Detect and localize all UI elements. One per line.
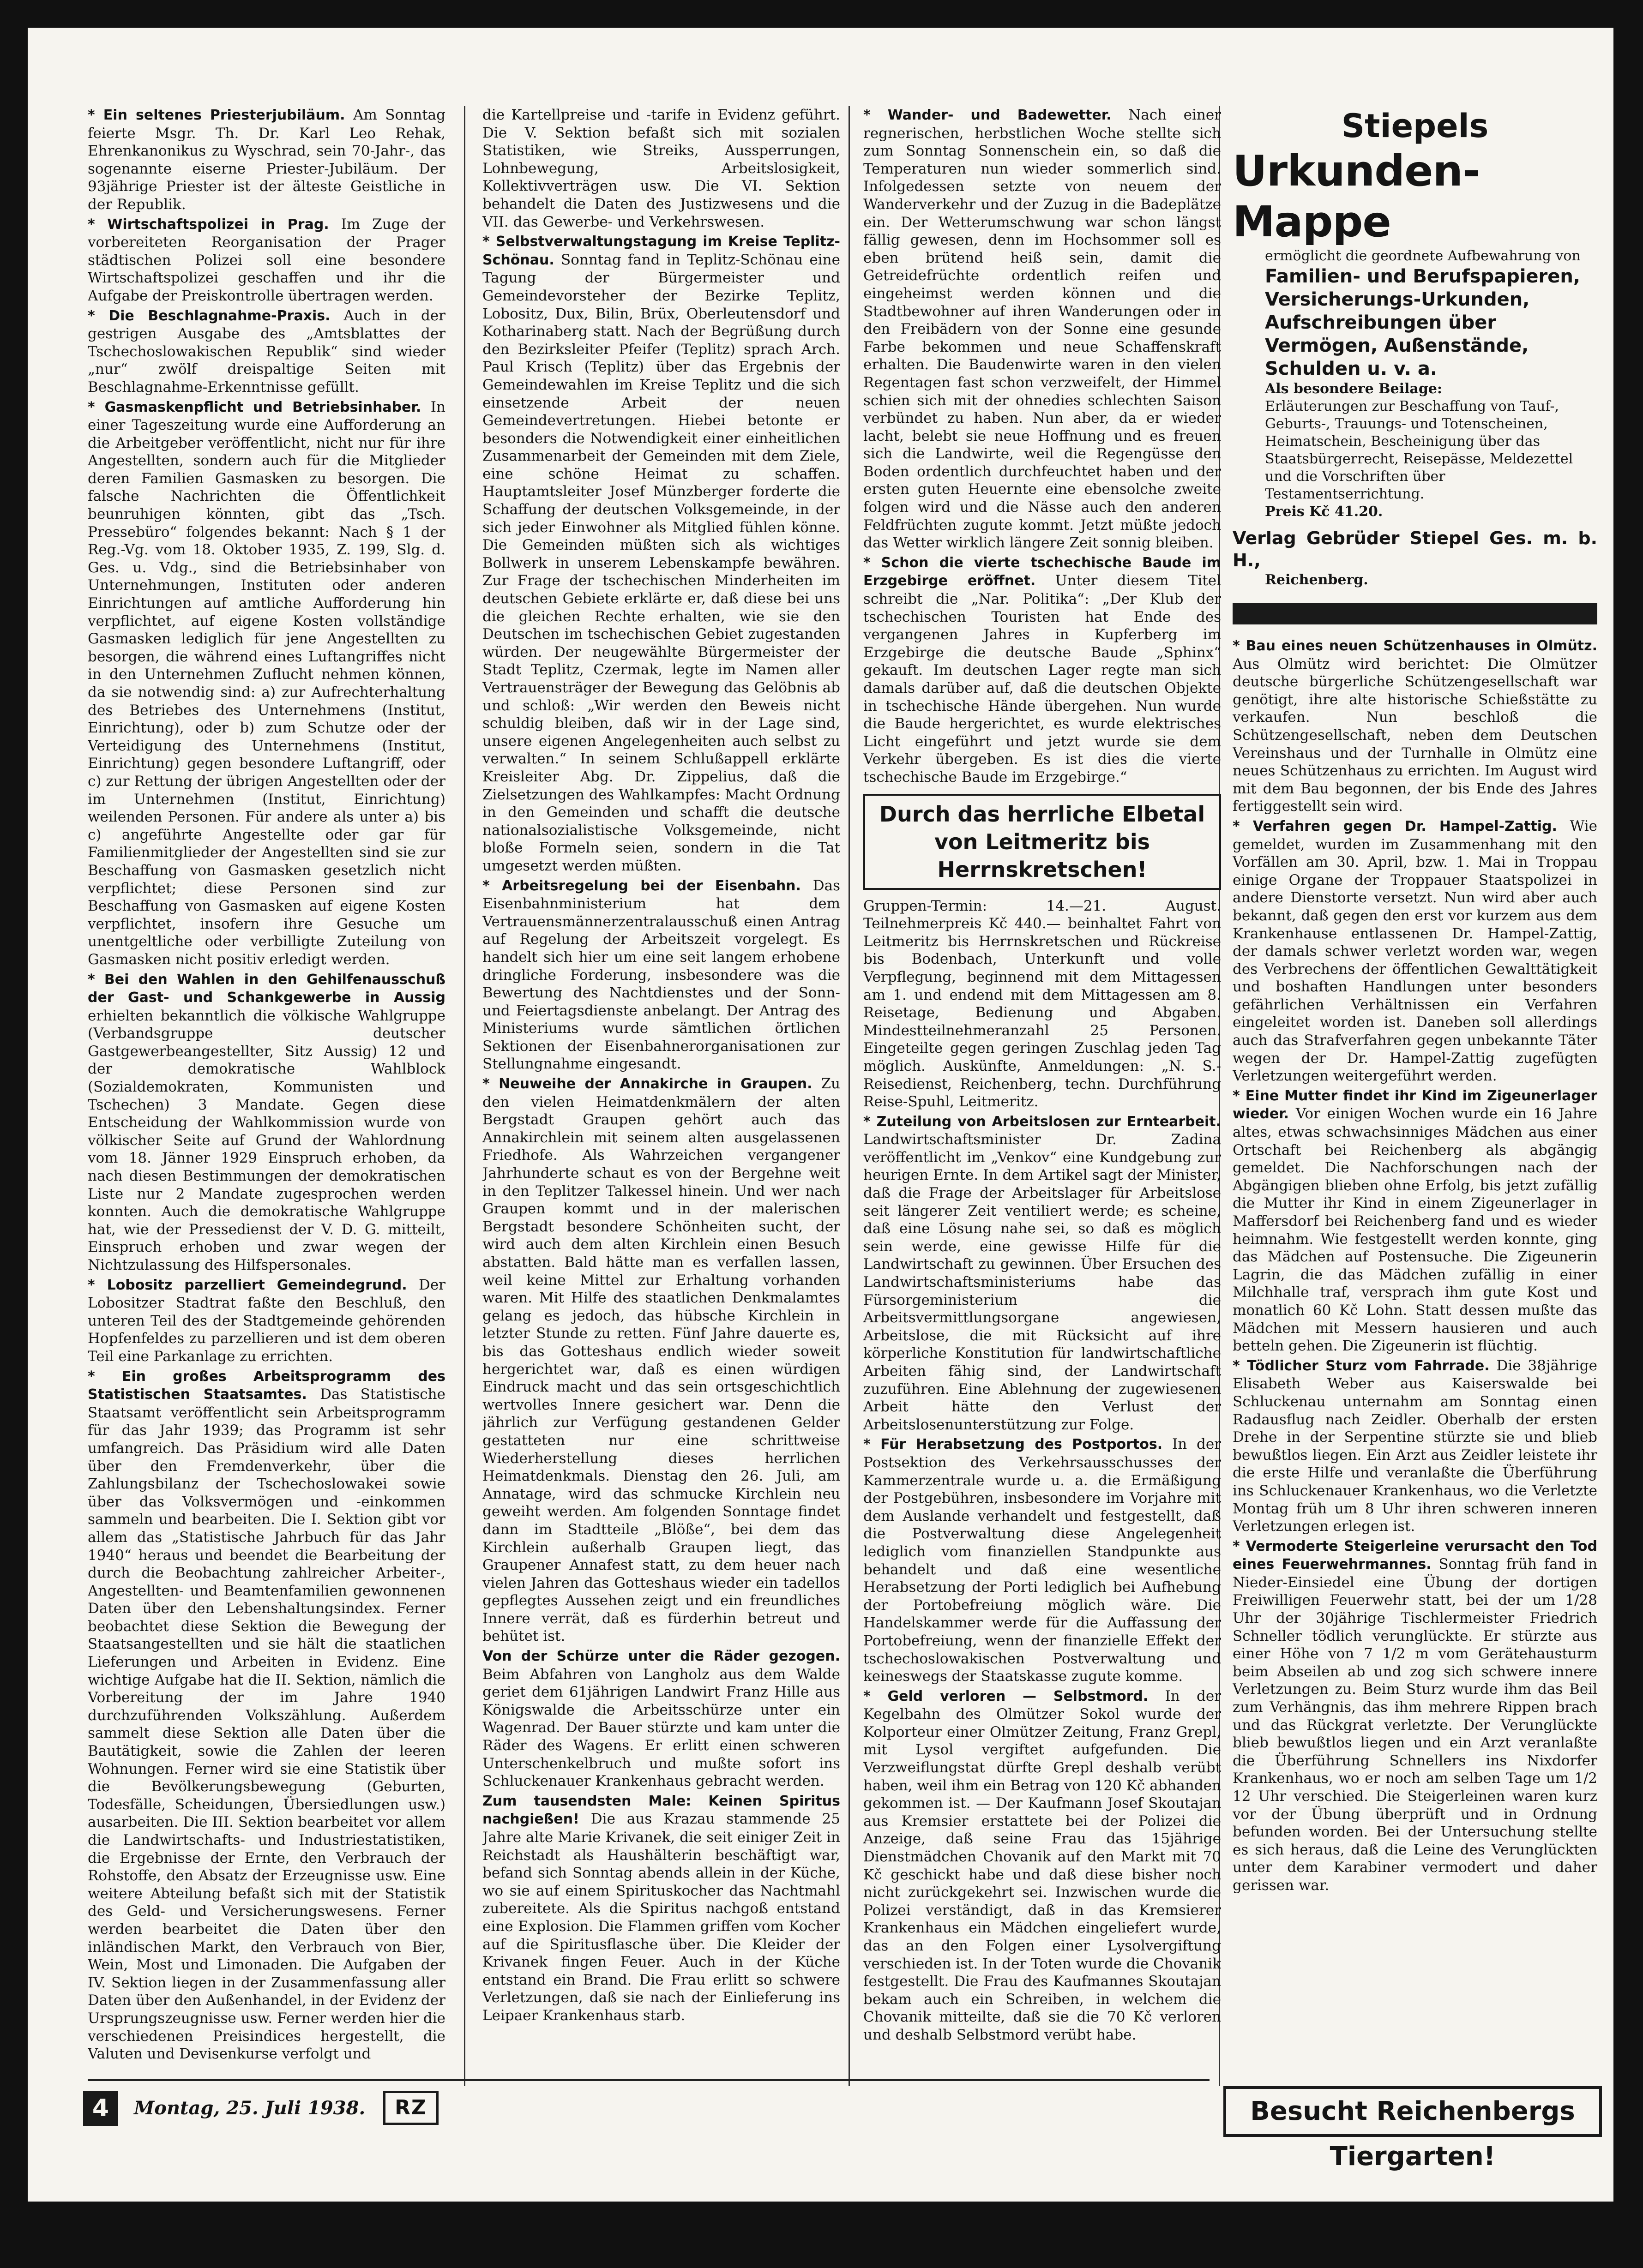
news-item [482, 1792, 840, 2025]
ad-items: Familien- und Berufspapieren, Versicherungs-Urkunden, Aufschreibungen über Vermögen, Außenstände, Schulden u. v. a. [1265, 266, 1581, 379]
column-1 [88, 106, 445, 2082]
news-item-text: Zu den vielen Heimatdenkmälern der alten Bergstadt Graupen gehört auch das Annakirchlein mit seinem alten ausgelassenen Friedhofe. Als Wahrzeichen vergangener Jahrhunderte schaut es von der Bergehne weit in den Teplitzer Talkessel hinein. Und wer nach Graupen kommt und in der malerischen Bergstadt besondere Schönheiten sucht, der wird auch dem alten Kirchlein einen Besuch abstatten. Bald hätte man es verfallen lassen, weil keine Mittel zur Erhaltung vorhanden waren. Mit Hilfe des staatlichen Denkmalamtes gelang es jedoch, das hübsche Kirchlein in letzter Stunde zu retten. Fünf Jahre dauerte es, bis das Gotteshaus endlich wieder soweit hergerichtet war, daß es einen würdigen Eindruck macht und das sein ortsgeschichtlich wertvolles Innere gesichert war. Denn die jährlich zur Verfügung gestandenen Gelder gestatteten nur eine schrittweise Wiederherstellung dieses herrlichen Heimatdenkmals. Dienstag den 26. Juli, am Annatage, wird das schmucke Kirchlein neu geweiht werden. Am folgenden Sonntage findet dann im Stadtteile „Blöße“, bei dem das Kirchlein außerhalb Graupen liegt, das Graupener Annafest statt, zu dem heuer nach vielen Jahren das Gotteshaus wieder ein tadellos gepflegtes Aussehen zeigt und ein freundliches Innere verrät, daß es fürderhin betreut und behütet ist. [482, 1075, 840, 1645]
news-item-headline: * Gasmaskenpflicht und Betriebsinhaber. [88, 399, 421, 415]
scan-border-top [0, 0, 1643, 28]
news-item-text: Nach einer regnerischen, herbstlichen Woche stellte sich zum Sonntag Sonnenschein ein, so daß die Temperaturen nun wieder sommerlich sind. Infolgedessen setzte von neuem der Wanderverkehr und der Zuzug in die Badeplätze ein. Der Wetterumschwung war schon längst fällig gewesen, denn im Hochsommer soll es eben brütend heiß sein, damit die Getreidefrüchte ordentlich reifen und eingeheimst werden können und die Stadtbewohner auf ihren Wanderungen oder in den Freibädern von der Sonne eine gesunde Farbe bekommen und neue Schaffenskraft erhalten. Die Baudenwirte waren in den vielen Regentagen fast schon verzweifelt, der Himmel schien sich mit der ohnedies schlechten Saison verbündet zu haben. Nun aber, da er wieder lacht, belebt sie neue Hoffnung und es freuen sich die Landwirte, weil die Regengüsse den Boden ordentlich durchfeuchtet haben und der ersten guten Heuernte eine ebensolche zweite folgen wird und die Nässe auch den anderen Feldfrüchten zugute kommt. Jetzt müßte jedoch das Wetter wirklich längere Zeit sonnig bleiben. [863, 107, 1221, 552]
news-item-headline: Zum tausendsten Male: Keinen Spiritus nachgießen! [482, 1793, 840, 1828]
ad-publisher: Verlag Gebrüder Stiepel Ges. m. b. H., [1233, 528, 1597, 570]
news-item-text: Gruppen-Termin: 14.—21. August. Teilnehmerpreis Kč 440.— beinhaltet Fahrt von Leitmeritz bis Herrnskretschen und Rückreise bis Bodenbach, Unterkunft und volle Verpflegung, beginnend mit dem Mittagessen am 1. und endend mit dem Mittagessen am 8. Reisetage, Bedienung und Abgaben. Mindestteilnehmeranzahl 25 Personen. Eingeteilte gegen geringen Zuschlag jeden Tag möglich. Auskünfte, Anmeldungen: „N. S.-Reisedienst, Reichenberg, techn. Durchführung Reise-Spuhl, Leitmeritz. [863, 897, 1221, 1110]
news-item-headline: * Geld verloren — Selbstmord. [863, 1688, 1149, 1704]
scan-border-bottom [0, 2202, 1643, 2268]
news-item-text: Vor einigen Wochen wurde ein 16 Jahre altes, etwas schwachsinniges Mädchen aus einer Ortschaft bei Reichenberg als abgängig gemeldet. Die Nachforschungen nach der Abgängigen blieben ohne Erfolg, bis jetzt zufällig die Mutter ihr Kind in einem Zigeunerlager in Maffersdorf bei Reichenberg fand und es wieder heimnahm. Wie festgestellt werden konnte, ging das Mädchen auf Postensuche. Die Zigeunerin Lagrin, die das Mädchen zufällig in einer Milchhalle traf, versprach ihm gute Kost und monatlich 60 Kč Lohn. Statt dessen mußte das Mädchen mit Messern hausieren und auch betteln gehen. Die Zigeunerin ist flüchtig. [1233, 1105, 1597, 1355]
scan-border-left [0, 0, 28, 2268]
news-item [88, 1368, 445, 2063]
news-item [482, 1075, 840, 1645]
news-item-text: Am Sonntag feierte Msgr. Th. Dr. Karl Leo Rehak, Ehrenkanonikus zu Wyschrad, sein 70-Jahr-, das sogenannte eiserne Priester-Jubiläum. Der 93jährige Priester ist der älteste Geistliche in der Republik. [88, 107, 445, 213]
column-rule [464, 106, 465, 2086]
news-item-text: In der Postsektion des Verkehrsausschusses der Kammerzentrale wurde u. a. die Ermäßigung der Postgebühren, insbesondere im Vorjahre mit dem Auslande verhandelt und festgestellt, daß die Postverwaltung diese Angelegenheit lediglich vom finanziellen Standpunkte aus behandelt und daß eine wesentliche Herabsetzung der Porti lediglich bei Aufhebung der Portobefreiung möglich wäre. Die Handelskammer werde für die Auffassung der Portobefreiung, wenn der finanzielle Effekt der tschechoslowakischen Postverwaltung und keineswegs der Staatskasse zugute komme. [863, 1436, 1221, 1685]
publication-logo: RZ [383, 2091, 439, 2125]
news-item-text: Das Statistische Staatsamt veröffentlicht sein Arbeitsprogramm für das Jahr 1939; das Programm ist sehr umfangreich. Das Präsidium wird alle Daten über den Fremdenverkehr, über die Zahlungsbilanz der Tschechoslowakei sowie über das Volksvermögen und -einkommen sammeln und bearbeiten. Die I. Sektion gibt vor allem das „Statistische Jahrbuch für das Jahr 1940“ heraus und beendet die Bearbeitung der durch die Beobachtung zahlreicher Arbeiter-, Angestellten- und Beamtenfamilien gewonnenen Daten über den Lebenshaltungsindex. Ferner beobachtet diese Sektion die Bewegung der Staatsangestellten und sie hält die staatlichen Lieferungen und Arbeiten in Evidenz. Eine wichtige Aufgabe hat die II. Sektion, nämlich die Vorbereitung der im Jahre 1940 durchzuführenden Volkszählung. Außerdem sammelt diese Sektion alle Daten über die Bautätigkeit, sowie die Zahlen der leeren Wohnungen. Ferner wird sie eine Statistik über die Bevölkerungsbewegung (Geburten, Todesfälle, Scheidungen, Übersiedlungen usw.) ausarbeiten. Die III. Sektion bearbeitet vor allem die Landwirtschafts- und Industriestatistiken, die Ergebnisse der Ernte, den Verbrauch der Rohstoffe, den Absatz der Erzeugnisse usw. Eine weitere Abteilung befaßt sich mit der Statistik des Geld- und Versicherungswesens. Ferner werden bearbeitet die Daten über den inländischen Markt, den Verbrauch von Bier, Wein, Most und Limonaden. Die Aufgaben der IV. Sektion liegen in der Zusammenfassung aller Daten über den Außenhandel, in der Evidenz der Ursprungszeugnisse usw. Ferner werden hier die verschiedenen Preisindices hergestellt, die Valuten und Devisenkurse verfolgt und [88, 1386, 445, 2063]
news-item-text: Der Lobositzer Stadtrat faßte den Beschluß, den unteren Teil des der Stadtgemeinde gehörenden Hopfenfeldes zu parzellieren und ist dem oberen Teil eine Parkanlage zu errichten. [88, 1276, 445, 1365]
news-item-text: erhielten bekanntlich die völkische Wahlgruppe (Verbandsgruppe deutscher Gastgewerbeangestellter, Sitz Aussig) 12 und der demokratische Wahlblock (Sozialdemokraten, Kommunisten und Tschechen) 3 Mandate. Gegen diese Entscheidung der Wahlkommission wurde von völkischer Seite auf Grund der Wahlordnung vom 18. Jänner 1929 Einspruch erhoben, da nach diesen Bestimmungen der demokratischen Liste nur 2 Mandate zugesprochen werden konnten. Auch die demokratische Wahlgruppe hat, wie der Pressedienst der V. D. G. mitteilt, Einspruch erhoben und zwar wegen der Nichtzulassung des Hilfspersonales. [88, 1007, 445, 1273]
scan-border-right [1613, 0, 1643, 2268]
news-item-text: In einer Tageszeitung wurde eine Aufforderung an die Arbeitgeber veröffentlicht, nicht nur für ihre Angestellten, sondern auch für die Mitglieder deren Familien Gasmasken zu besorgen. Die falsche Nachrichten die Öffentlichkeit beunruhigen könnten, gibt das „Tsch. Pressebüro“ folgendes bekannt: Nach § 1 der Reg.-Vg. vom 18. Oktober 1935, Z. 199, Slg. d. Ges. u. Vdg., sind die Betriebsinhaber von Unternehmungen, Instituten oder anderen Einrichtungen auf amtliche Aufforderung hin verpflichtet, auf eigene Kosten vollständige Gasmasken lediglich für jene Angestellten zu besorgen, die während eines Luftangriffes nicht in den Unternehmen Zuflucht nehmen können, da sie notwendig sind: a) zur Aufrechterhaltung des Betriebes des Unternehmens (Institut, Einrichtung), oder b) zum Schutze oder der Verteidigung des Unternehmens (Institut, Einrichtung) gegen besondere Luftangriff, oder c) zur Rettung der übrigen Angestellten oder der im Unternehmen (Institut, Einrichtung) weilenden Personen. Für andere als unter a) bis c) angeführte Angestellte oder gar für Familienmitglieder der Angestellten sind sie zur Beschaffung von Gasmasken gesetzlich nicht verpflichtet; diese Personen sind zur Beschaffung von Gasmasken auf eigene Kosten verpflichtet, insofern ihre Gesuche um unentgeltliche oder verbilligte Zuteilung von Gasmasken nicht positiv erledigt werden. [88, 398, 445, 968]
news-item-headline: * Vermoderte Steigerleine verursacht den Tod eines Feuerwehrmannes. [1233, 1538, 1597, 1573]
advertisement-urkunden-mappe [1233, 106, 1597, 589]
news-item-text: Die aus Krazau stammende 25 Jahre alte Marie Krivanek, die seit einiger Zeit in Reichstadt als Haushälterin beschäftigt war, befand sich Sonntag abends allein in der Küche, wo sie auf einem Spirituskocher das Nachtmahl zubereitete. Als die Spiritus nachgoß entstand eine Explosion. Die Flammen griffen vom Kocher auf die Spiritusflasche über. Die Kleider der Krivanek fingen Feuer. Auch in der Küche entstand ein Brand. Die Frau erlitt so schwere Verletzungen, daß sie nach der Einlieferung ins Leipaer Krankenhaus starb. [482, 1811, 840, 2024]
news-item [1233, 1087, 1597, 1355]
news-item-headline: * Neuweihe der Annakirche in Graupen. [482, 1076, 812, 1092]
news-item-headline: * Tödlicher Sturz vom Fahrrade. [1233, 1357, 1490, 1374]
news-item-text: Beim Abfahren von Langholz aus dem Walde geriet dem 61jährigen Landwirt Franz Hille aus Königswalde die Arbeitsschürze unter ein Wagenrad. Der Bauer stürzte und kam unter die Räder des Wagens. Er erlitt einen schweren Unterschenkelbruch und mußte sofort ins Schluckenauer Krankenhaus gebracht werden. [482, 1666, 840, 1790]
news-item-headline: * Wander- und Badewetter. [863, 107, 1112, 123]
news-item-text: Aus Olmütz wird berichtet: Die Olmützer deutsche bürgerliche Schützengesellschaft war genötigt, ihre alte historische Schießstätte zu verkaufen. Nun beschloß die Schützengesellschaft, neben dem Deutschen Vereinshaus und der Turnhalle in Olmütz eine neues Schützenhaus zu errichten. Im August wird mit dem Bau begonnen, der bis Ende des Jahres fertiggestellt sein wird. [1233, 655, 1597, 815]
news-item-text: Sonntag früh fand in Nieder-Einsiedel eine Übung der dortigen Freiwilligen Feuerwehr statt, bei der um 1/28 Uhr der 30jährige Tischlermeister Friedrich Schneller tödlich verunglückte. Er stürzte aus einer Höhe von 7 1/2 m vom Gerätehausturm beim Abseilen ab und zog sich schwere innere Verletzungen zu. Beim Sturz wurde ihm das Beil zum Verhängnis, das ihm mehrere Rippen brach und das Rückgrat verletzte. Der Verunglückte blieb bewußtlos liegen und ein Arzt veranlaßte die Überführung Schnellers ins Nixdorfer Krankenhaus, wo er noch am selben Tage um 1/2 12 Uhr verschied. Die Steigerleinen waren kurz vor der Übung überprüft und in Ordnung befunden worden. Bei der Untersuchung stellte es sich heraus, daß die Leine des Verunglückten unter dem Karabiner vermodert und daher gerissen war. [1233, 1556, 1597, 1894]
boxed-headline [863, 794, 1221, 890]
news-item [482, 233, 840, 875]
column-4-news [1233, 637, 1597, 2072]
news-item-text: In der Kegelbahn des Olmützer Sokol wurde der Kolporteur einer Olmützer Zeitung, Franz Grepl, mit Lysol vergiftet aufgefunden. Die Verzweiflungstat dürfte Grepl deshalb verübt haben, weil ihm ein Betrag von 120 Kč abhanden gekommen ist. — Der Kaufmann Josef Skoutajan aus Kremsier erstattete bei der Polizei die Anzeige, daß seine Frau das 15jährige Dienstmädchen Chovanik auf den Markt mit 70 Kč geschickt habe und daß diese bisher noch nicht zurückgekehrt sei. Inzwischen wurde die Polizei verständigt, daß in das Kremsierer Krankenhaus ein Mädchen eingeliefert wurde, das an den Folgen einer Lysolvergiftung verschieden ist. In der Toten wurde die Chovanik festgestellt. Die Frau des Kaufmannes Skoutajan bekam auch ein Schreiben, in welchem die Chovanik mitteilte, daß sie die 70 Kč verloren und deshalb Selbstmord verübt habe. [863, 1687, 1221, 2043]
news-item-headline: Von der Schürze unter die Räder gezogen. [482, 1648, 840, 1665]
news-item-text: Sonntag fand in Teplitz-Schönau eine Tagung der Bürgermeister und Gemeindevorsteher der Bezirke Teplitz, Lobositz, Dux, Bilin, Brüx, Oberleutensdorf und Kotharinaberg statt. Nach der Begrüßung durch den Bezirksleiter Pfeifer (Teplitz) sprach Arch. Paul Krisch (Teplitz) über das Ergebnis der Gemeindewahlen im Kreise Teplitz und die sich einsetzende Arbeit der neuen Gemeindevertretungen. Hiebei betonte er besonders die Notwendigkeit einer einheitlichen Zusammenarbeit der Gemeinden mit dem Ziele, eine schöne Heimat zu schaffen. Hauptamtsleiter Josef Münzberger forderte die Schaffung der deutschen Volksgemeinde, in der sich jeder Einwohner als Mitglied fühlen könne. Die Gemeinden müßten sich als wichtiges Bollwerk in unserem Lebenskampfe bewähren. Zur Frage der tschechischen Minderheiten im deutschen Gebiete erklärte er, daß diese bei uns die gleichen Rechte erhalten, wie sie den Deutschen im tschechischen Gebiet zugestanden würden. Der neugewählte Bürgermeister der Stadt Teplitz, Czermak, legte im Namen aller Vertrauensträger der Bewegung das Gelöbnis ab und schloß: „Wir werden den Beweis nicht schuldig bleiben, daß wir in der Lage sind, unsere eigenen Angelegenheiten auch selbst zu verwalten.“ In seinem Schlußappell erklärte Kreisleiter Abg. Dr. Zippelius, daß die Zielsetzungen des Wahlkampfes: Macht Ordnung in den Gemeinden und schafft die deutsche nationalsozialistische Volksgemeinde, nicht bloße Formeln seien, sondern in die Tat umgesetzt werden müßten. [482, 251, 840, 874]
dateline: Montag, 25. Juli 1938. [134, 2097, 366, 2119]
ad-city: Reichenberg. [1265, 572, 1368, 588]
news-item-headline: * Bei den Wahlen in den Gehilfenausschuß der Gast- und Schankgewerbe in Aussig [88, 971, 445, 1006]
news-item-headline: * Verfahren gegen Dr. Hampel-Zattig. [1233, 818, 1557, 834]
footer-advertisement: Besucht Reichenbergs Tiergarten! [1223, 2086, 1602, 2137]
news-item-text: Auch in der gestrigen Ausgabe des „Amtsblattes der Tschechoslowakischen Republik“ sind wieder „nur“ zwölf dreispaltige Seiten mit Beschlagnahme-Erkenntnisse gefüllt. [88, 307, 445, 396]
news-item [863, 106, 1221, 552]
news-item [88, 106, 445, 214]
news-item [88, 971, 445, 1274]
news-item-headline: * Ein großes Arbeitsprogramm des Statistischen Staatsamtes. [88, 1368, 445, 1403]
news-item-headline: * Selbstverwaltungstagung im Kreise Teplitz-Schönau. [482, 234, 840, 268]
boxed-headline-line: von Leitmeritz bis Herrnskretschen! [934, 829, 1150, 882]
news-item-text: Das Eisenbahnministerium hat dem Vertrauensmännerzentralausschuß einen Antrag auf Regelung der Arbeitszeit vorgelegt. Es handelt sich hier um eine seit langem erhobene dringliche Forderung, insbesondere was die Bewertung des Nachtdienstes und der Sonn- und Feiertagsdienste anbelangt. Der Antrag des Ministeriums wurde sämtlichen örtlichen Sektionen der Eisenbahnerorganisationen zur Stellungnahme eingesandt. [482, 877, 840, 1073]
news-item [88, 307, 445, 396]
news-item [1233, 817, 1597, 1085]
news-item [482, 877, 840, 1074]
news-item [1233, 1537, 1597, 1895]
news-item [863, 897, 1221, 1111]
news-item [1233, 1357, 1597, 1536]
ad-title-brand: Stiepels [1341, 107, 1489, 145]
news-item-text: Im Zuge der vorbereiteten Reorganisation der Prager städtischen Polizei soll eine besondere Wirtschaftspolizei geschaffen und ihr die Aufgabe der Preiskontrolle übertragen werden. [88, 216, 445, 304]
ad-price: Preis Kč 41.20. [1265, 504, 1383, 520]
news-item-headline: * Die Beschlagnahme-Praxis. [88, 307, 331, 324]
news-item [482, 1647, 840, 1790]
news-item-headline: * Eine Mutter findet ihr Kind im Zigeunerlager wieder. [1233, 1087, 1597, 1122]
column-3 [863, 106, 1221, 2082]
boxed-headline-line: Durch das herrliche Elbetal [879, 801, 1205, 827]
news-item-headline: * Bau eines neuen Schützenhauses in Olmütz. [1233, 638, 1597, 654]
news-item-text: Die 38jährige Elisabeth Weber aus Kaiserswalde bei Schluckenau unternahm am Sonntag einen Radausflug nach Zeidler. Oberhalb der ersten Drehe in der Serpentine stürzte sie und blieb bewußtlos liegen. Ein Arzt aus Zeidler leistete ihr die erste Hilfe und veranlaßte die Überführung ins Schluckenauer Krankenhaus, wo die Verletzte Montag früh um 8 Uhr ihren schweren inneren Verletzungen erlegen ist. [1233, 1357, 1597, 1535]
news-item [88, 1276, 445, 1366]
ad-supplement-head: Als besondere Beilage: [1265, 381, 1442, 397]
news-item [482, 106, 840, 231]
news-item-headline: * Schon die vierte tschechische Baude im Erzgebirge eröffnet. [863, 554, 1221, 589]
news-item [1233, 637, 1597, 816]
news-item [863, 1113, 1221, 1434]
page-number: 4 [83, 2091, 118, 2126]
column-2 [482, 106, 840, 2082]
news-item-headline: * Wirtschaftspolizei in Prag. [88, 216, 329, 233]
news-item-text: Landwirtschaftsminister Dr. Zadina veröffentlicht im „Venkov“ eine Kundgebung zur heurigen Ernte. In dem Artikel sagt der Minister, daß die Frage der Arbeitslager für Arbeitslose seit längerer Zeit ventiliert werde; es scheine, daß eine Lösung nahe sei, so daß es möglich sein werde, eine gewisse Hilfe für die Landwirtschaft zu gewinnen. Über Ersuchen des Landwirtschaftsministeriums habe das Fürsorgeministerium die Arbeitsvermittlungsorgane angewiesen, Arbeitslose, die mit Rücksicht auf ihre körperliche Konstitution für landwirtschaftliche Arbeiten fähig sind, der Landwirtschaft zuzuführen. Eine Ablehnung der zugewiesenen Arbeit hätte den Verlust der Arbeitslosenunterstützung zur Folge. [863, 1131, 1221, 1433]
news-item-headline: * Lobositz parzelliert Gemeindegrund. [88, 1277, 407, 1293]
news-item-text: Unter diesem Titel schreibt die „Nar. Politika“: „Der Klub der tschechischen Touristen hat Ende des vergangenen Jahres in Kupferberg im Erzgebirge die deutsche Baude „Sphinx“ gekauft. Im deutschen Lager regte man sich damals darüber auf, daß die deutschen Objekte in tschechische Hände übergehen. Nun wurde die Baude hergerichtet, es wurde elektrisches Licht eingeführt und jetzt wurde sie dem Verkehr übergeben. Es ist dies die vierte tschechische Baude im Erzgebirge.“ [863, 572, 1221, 786]
column-rule [849, 106, 850, 2086]
news-item [88, 216, 445, 305]
news-item-text: die Kartellpreise und -tarife in Evidenz geführt. Die V. Sektion befaßt sich mit sozialen Statistiken, wie Streiks, Aussperrungen, Lohnbewegung, Arbeitslosigkeit, Kollektivverträgen usw. Die VI. Sektion behandelt die Daten des Justizwesens und die VII. das Gewerbe- und Verkehrswesen. [482, 107, 840, 230]
ad-title-product: Urkunden-Mappe [1233, 146, 1480, 246]
separator-bar [1233, 603, 1597, 624]
news-item [863, 1435, 1221, 1685]
ad-intro: ermöglicht die geordnete Aufbewahrung von [1265, 248, 1581, 264]
news-item [88, 398, 445, 969]
news-item [863, 1687, 1221, 2044]
news-item-headline: * Zuteilung von Arbeitslosen zur Erntearbeit. [863, 1113, 1221, 1130]
news-item-headline: * Ein seltenes Priesterjubiläum. [88, 107, 345, 123]
news-item [863, 554, 1221, 786]
news-item-headline: * Arbeitsregelung bei der Eisenbahn. [482, 877, 801, 894]
news-item-text: Wie gemeldet, wurden im Zusammenhang mit den Vorfällen am 30. April, bzw. 1. Mai in Troppau einige Organe der Troppauer Staatspolizei in andere Dienstorte versetzt. Nun wird aber auch bekannt, daß gegen den erst vor kurzem aus dem Krankenhause entlassenen Dr. Hampel-Zattig, der damals schwer verletzt worden war, wegen des Verbrechens der öffentlichen Gewalttätigkeit und boshaften Handlungen unter besonders gefährlichen Verhältnissen ein Verfahren eingeleitet worden ist. Daneben soll allerdings auch das Strafverfahren gegen unbekannte Täter wegen der Dr. Hampel-Zattig zugefügten Verletzungen weitergeführt werden. [1233, 817, 1597, 1085]
news-item-headline: * Für Herabsetzung des Postportos. [863, 1436, 1163, 1453]
footer-rule [88, 2079, 1210, 2081]
ad-supplement: Erläuterungen zur Beschaffung von Tauf-, Geburts-, Trauungs- und Totenscheinen, Heimatschein, Bescheinigung über das Staatsbürgerrecht, Reisepässe, Meldezettel und die Vorschriften über Testamentserrichtung. [1265, 398, 1573, 502]
